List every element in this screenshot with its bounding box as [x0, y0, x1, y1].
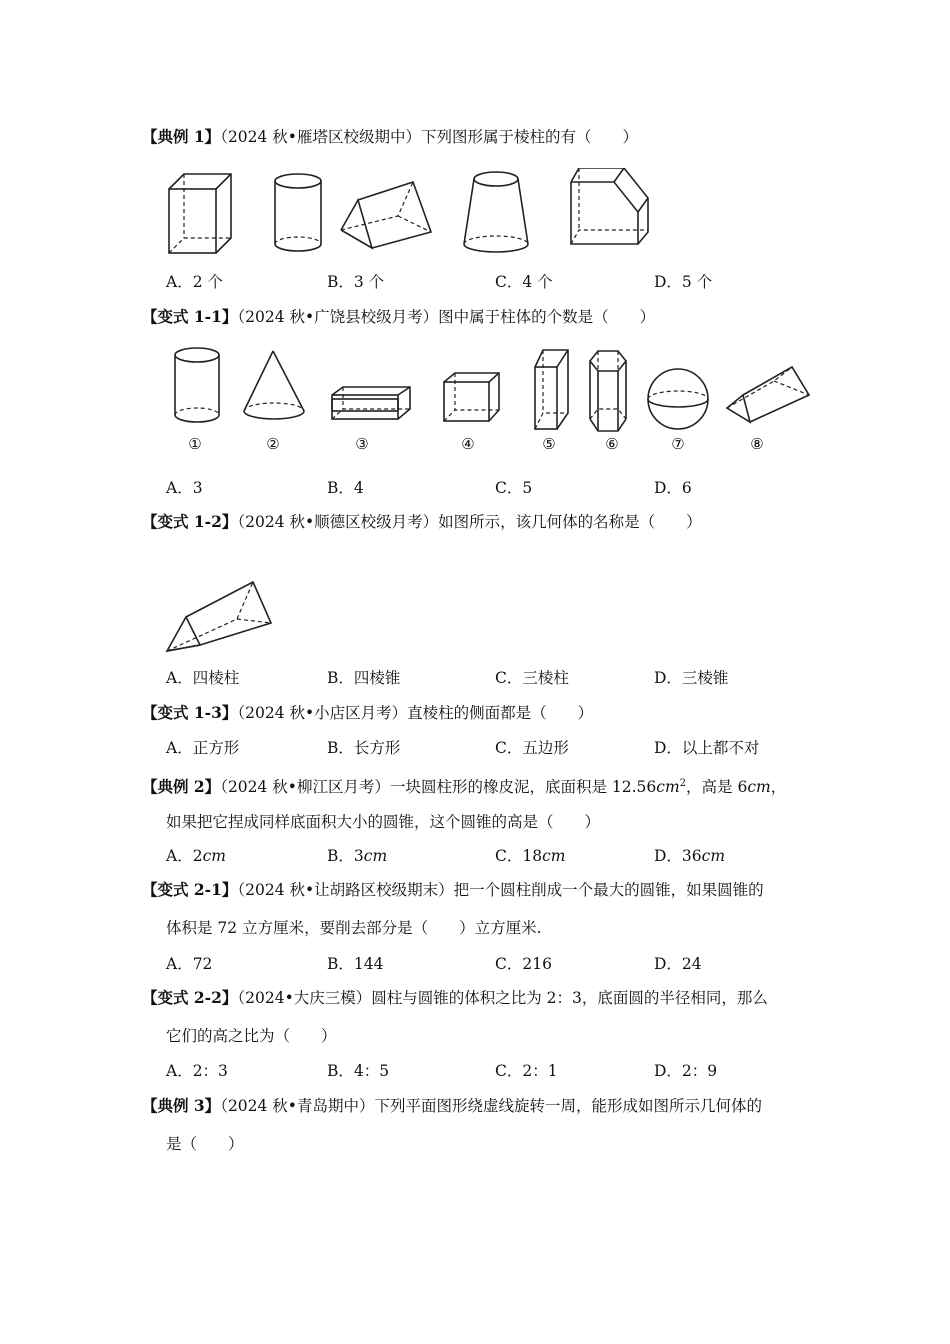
question-v22 — [142, 988, 768, 1008]
question-text: （2024 秋•柳江区月考）一块圆柱形的橡皮泥，底面积是 12.56 — [220, 778, 657, 797]
shape-5-tall-prism — [535, 350, 568, 429]
question-text-c: ， — [770, 778, 787, 797]
figure-label: ② — [266, 435, 280, 453]
question-v22-line2: 它们的高之比为（ ） — [166, 1027, 337, 1045]
question-ex1 — [142, 127, 638, 147]
option-d[interactable]: D．36cm — [654, 847, 726, 865]
shape-1-cylinder — [175, 348, 219, 422]
option-d[interactable]: D．24 — [654, 955, 702, 973]
triangular-prism-shape — [341, 182, 431, 248]
option-b[interactable]: B．4：5 — [327, 1062, 390, 1080]
option-c[interactable]: C．五边形 — [495, 739, 569, 757]
option-a[interactable]: A．正方形 — [166, 739, 240, 757]
ex1-shapes-figure — [160, 168, 660, 260]
figure-label: ⑦ — [671, 435, 685, 453]
option-a[interactable]: A．2：3 — [166, 1062, 228, 1080]
option-b[interactable]: B．4 — [327, 479, 364, 497]
question-v21 — [142, 880, 764, 900]
question-tag: 【变式 1-3】 — [142, 703, 238, 722]
figure-label: ④ — [461, 435, 475, 453]
option-c[interactable]: C．5 — [495, 479, 533, 497]
option-b[interactable]: B．3 个 — [327, 273, 385, 291]
question-ex3 — [142, 1096, 762, 1116]
question-tag: 【典例 2】 — [142, 777, 221, 797]
figure-label: ⑧ — [750, 435, 764, 453]
question-text: （2024 秋•顺德区校级月考）如图所示，该几何体的名称是（ ） — [237, 513, 702, 531]
option-a[interactable]: A．四棱柱 — [166, 669, 240, 687]
option-a[interactable]: A．3 — [166, 479, 203, 497]
question-tag: 【变式 2-2】 — [142, 988, 238, 1007]
option-d[interactable]: D．以上都不对 — [654, 739, 760, 757]
question-text: （2024 秋•小店区月考）直棱柱的侧面都是（ ） — [237, 704, 594, 722]
v12-prism-figure — [162, 575, 277, 657]
superscript-2: 2 — [679, 778, 687, 789]
shape-7-sphere — [648, 369, 708, 429]
question-tag: 【变式 1-2】 — [142, 512, 238, 531]
figure-label: ⑤ — [542, 435, 556, 453]
question-tag: 【变式 2-1】 — [142, 880, 238, 899]
figure-label: ③ — [355, 435, 369, 453]
question-text: （2024 秋•广饶县校级月考）图中属于柱体的个数是（ ） — [237, 308, 656, 326]
option-a[interactable]: A．2 个 — [166, 273, 223, 291]
v21-options — [166, 954, 826, 974]
question-v21-line2: 体积是 72 立方厘米，要削去部分是（ ）立方厘米. — [166, 919, 542, 937]
option-c[interactable]: C．4 个 — [495, 273, 553, 291]
option-a[interactable]: A．72 — [166, 955, 213, 973]
shape-6-hexagonal-prism — [590, 351, 626, 431]
question-tag: 【典例 1】 — [142, 127, 221, 146]
question-text-b: ，高是 6 — [686, 778, 748, 797]
question-v12 — [142, 512, 702, 532]
question-ex2 — [142, 774, 786, 797]
v11-shapes-figure — [165, 345, 815, 437]
option-b[interactable]: B．3cm — [327, 847, 388, 865]
figure-label: ① — [188, 435, 202, 453]
frustum-shape — [464, 172, 528, 252]
option-c[interactable]: C．18cm — [495, 847, 566, 865]
question-tag: 【变式 1-1】 — [142, 307, 238, 326]
v13-options — [166, 738, 826, 758]
v11-options — [166, 478, 826, 498]
option-c[interactable]: C．三棱柱 — [495, 669, 569, 687]
question-ex3-line2: 是（ ） — [166, 1135, 244, 1153]
option-c[interactable]: C．2：1 — [495, 1062, 558, 1080]
question-text: （2024 秋•让胡路区校级期末）把一个圆柱削成一个最大的圆锥，如果圆锥的 — [237, 881, 764, 899]
ex1-options — [166, 272, 826, 292]
question-v13 — [142, 703, 593, 723]
option-b[interactable]: B．长方形 — [327, 739, 401, 757]
unit-cm: cm — [747, 778, 771, 797]
option-b[interactable]: B．144 — [327, 955, 384, 973]
option-d[interactable]: D．6 — [654, 479, 692, 497]
option-d[interactable]: D．三棱锥 — [654, 669, 729, 687]
figure-label: ⑥ — [605, 435, 619, 453]
question-tag: 【典例 3】 — [142, 1096, 221, 1115]
shape-3-cuboid — [332, 387, 410, 419]
shape-2-cone — [244, 351, 304, 419]
option-d[interactable]: D．5 个 — [654, 273, 713, 291]
pentagonal-prism-shape — [571, 168, 648, 244]
option-c[interactable]: C．216 — [495, 955, 552, 973]
question-text: （2024 秋•青岛期中）下列平面图形绕虚线旋转一周，能形成如图所示几何体的 — [220, 1097, 762, 1115]
v22-options — [166, 1061, 826, 1081]
option-b[interactable]: B．四棱锥 — [327, 669, 401, 687]
unit-cm: cm — [656, 778, 680, 797]
ex2-options — [166, 846, 826, 866]
shape-4-cube — [444, 373, 499, 421]
shape-8-triangular-prism — [727, 367, 809, 422]
question-text: （2024 秋•雁塔区校级期中）下列图形属于棱柱的有（ ） — [220, 128, 638, 146]
v12-options — [166, 668, 826, 688]
cylinder-shape — [275, 174, 321, 251]
option-a[interactable]: A．2cm — [166, 847, 226, 865]
question-v11 — [142, 307, 655, 327]
rect-prism-shape — [169, 174, 231, 253]
option-d[interactable]: D．2：9 — [654, 1062, 718, 1080]
question-ex2-line2: 如果把它捏成同样底面积大小的圆锥，这个圆锥的高是（ ） — [166, 813, 601, 831]
question-text: （2024•大庆三模）圆柱与圆锥的体积之比为 2：3，底面圆的半径相同，那么 — [237, 989, 768, 1007]
